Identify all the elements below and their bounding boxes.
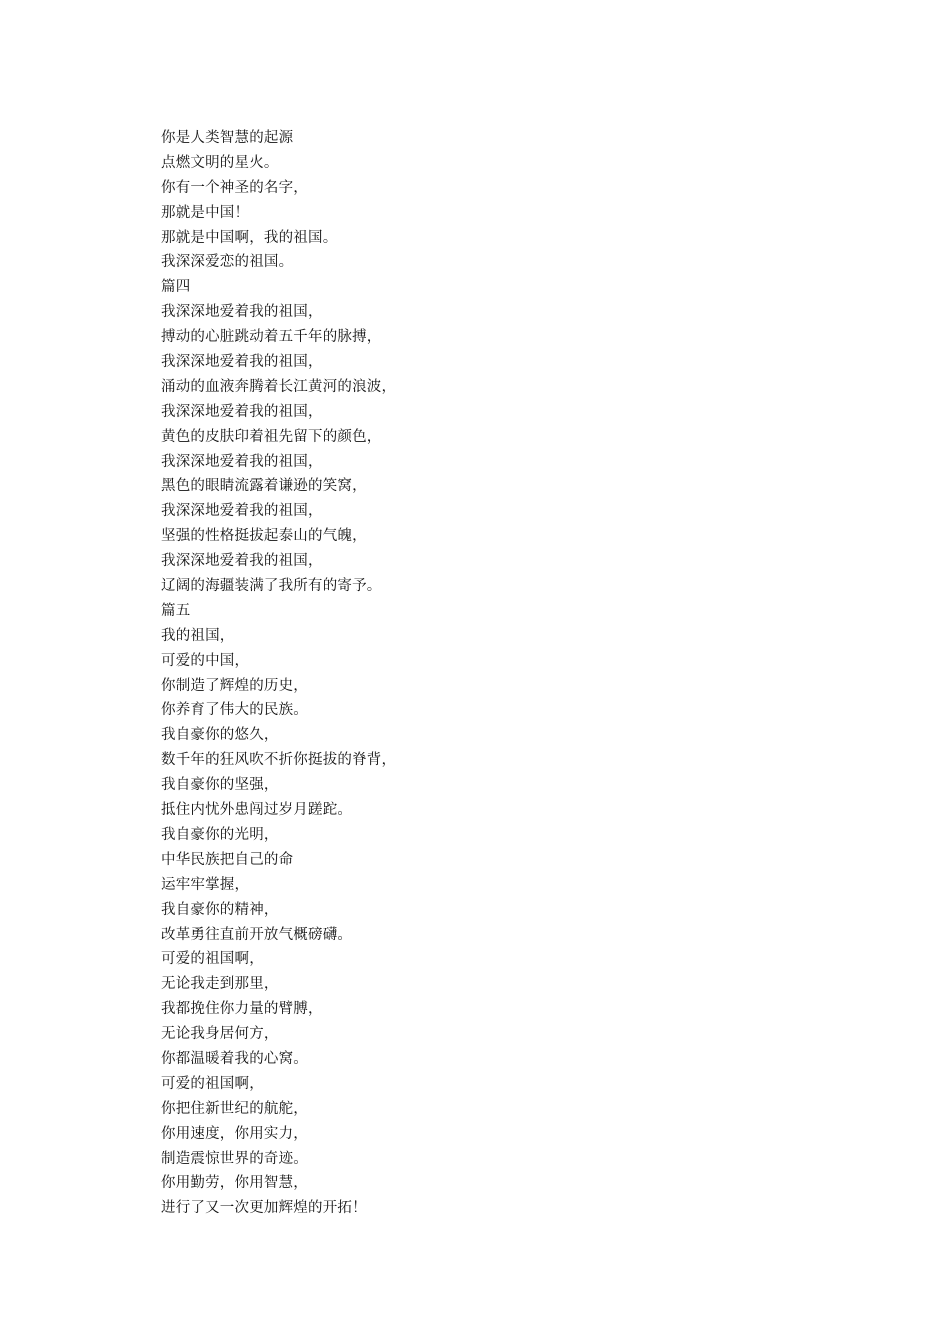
poem-line: 中华民族把自己的命	[161, 851, 294, 868]
poem-line: 数千年的狂风吹不折你挺拔的脊背，	[161, 752, 397, 769]
poem-line: 我都挽住你力量的臂膊，	[161, 1001, 323, 1018]
poem-line: 你用勤劳，你用智慧，	[161, 1175, 308, 1192]
poem-line: 无论我走到那里，	[161, 976, 279, 993]
poem-line: 搏动的心脏跳动着五千年的脉搏，	[161, 329, 382, 346]
poem-line: 你养育了伟大的民族。	[161, 702, 308, 719]
poem-line: 进行了又一次更加辉煌的开拓！	[161, 1200, 367, 1217]
poem-line: 我自豪你的坚强，	[161, 777, 279, 794]
poem-line: 那就是中国！	[161, 204, 250, 221]
poem-line: 我深深地爱着我的祖国，	[161, 453, 323, 470]
poem-line: 可爱的中国，	[161, 652, 250, 669]
poem-line: 我自豪你的悠久，	[161, 727, 279, 744]
poem-line: 黄色的皮肤印着祖先留下的颜色，	[161, 428, 382, 445]
poem-line: 你用速度，你用实力，	[161, 1125, 308, 1142]
poem-line: 涌动的血液奔腾着长江黄河的浪波，	[161, 378, 397, 395]
poem-line: 那就是中国啊，我的祖国。	[161, 229, 338, 246]
poem-line: 我深深爱恋的祖国。	[161, 254, 294, 271]
poem-line: 我自豪你的精神，	[161, 901, 279, 918]
poem-line: 我深深地爱着我的祖国，	[161, 403, 323, 420]
poem-line: 黑色的眼睛流露着谦逊的笑窝，	[161, 478, 367, 495]
poem-line: 你有一个神圣的名字，	[161, 179, 308, 196]
poem-line: 我自豪你的光明，	[161, 826, 279, 843]
poem-line: 你是人类智慧的起源	[161, 130, 294, 146]
poem-line: 篇五	[161, 602, 191, 619]
poem-line: 我的祖国，	[161, 627, 235, 644]
poem-line: 可爱的祖国啊，	[161, 1075, 264, 1092]
poem-line: 辽阔的海疆装满了我所有的寄予。	[161, 578, 382, 595]
poem-line: 你把住新世纪的航舵，	[161, 1100, 308, 1117]
poem-line: 坚强的性格挺拔起泰山的气魄，	[161, 528, 367, 545]
poem-line: 我深深地爱着我的祖国，	[161, 304, 323, 321]
poem-line: 我深深地爱着我的祖国，	[161, 553, 323, 570]
poem-line: 无论我身居何方，	[161, 1026, 279, 1043]
poem-line: 你制造了辉煌的历史，	[161, 677, 308, 694]
poem-line: 抵住内忧外患闯过岁月蹉跎。	[161, 802, 353, 819]
poem-line: 你都温暖着我的心窝。	[161, 1050, 308, 1067]
poem-line: 运牢牢掌握，	[161, 876, 250, 893]
poem-line: 我深深地爱着我的祖国，	[161, 354, 323, 371]
poem-line: 点燃文明的星火。	[161, 154, 279, 171]
poem-line: 改革勇往直前开放气概磅礴。	[161, 926, 353, 943]
poem-line: 制造震惊世界的奇迹。	[161, 1150, 308, 1167]
poem-line: 我深深地爱着我的祖国，	[161, 503, 323, 520]
poem-text	[161, 126, 861, 1221]
poem-line: 可爱的祖国啊，	[161, 951, 264, 968]
poem-line: 篇四	[161, 279, 191, 296]
